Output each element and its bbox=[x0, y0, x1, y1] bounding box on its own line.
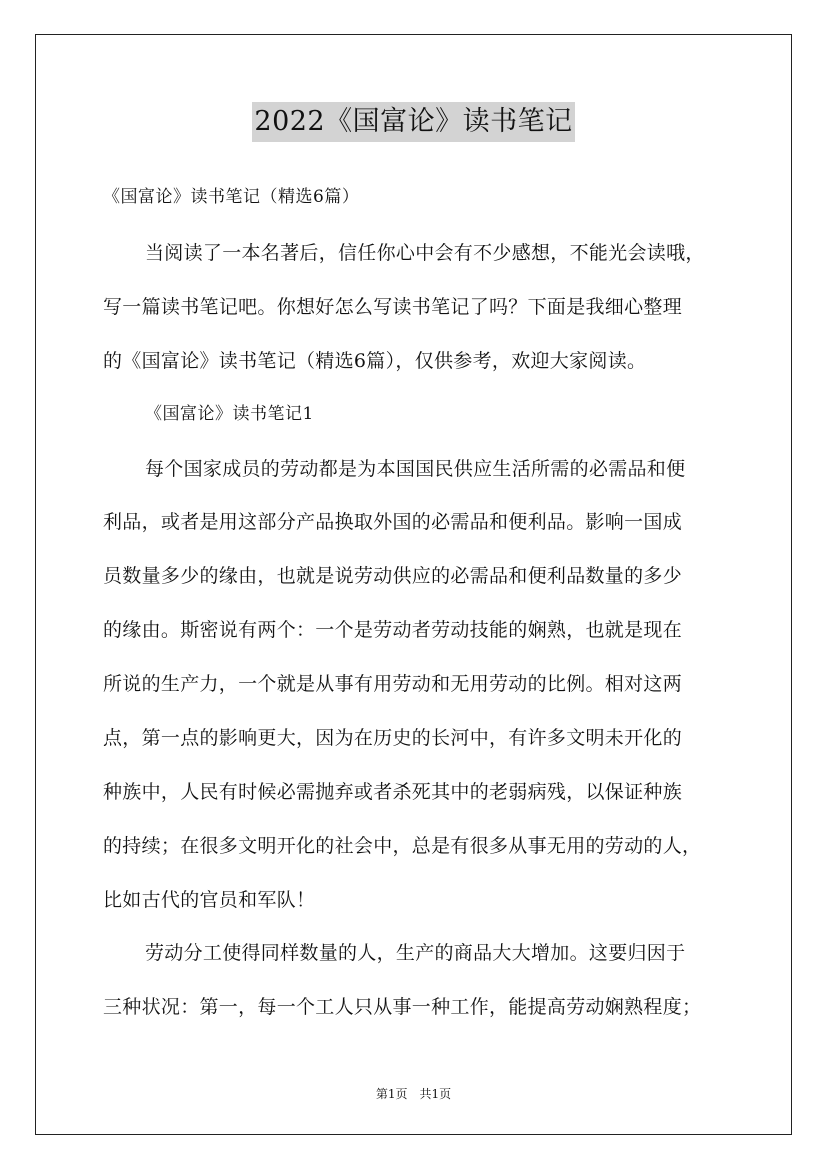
paragraph-line: 的《国富论》读书笔记（精选6篇），仅供参考，欢迎大家阅读。 bbox=[103, 350, 647, 372]
document-title: 2022《国富论》读书笔记 bbox=[252, 102, 574, 142]
subtitle-line: 《国富论》读书笔记（精选6篇） bbox=[103, 187, 360, 207]
paragraph-line: 写一篇读书笔记吧。你想好怎么写读书笔记了吗？下面是我细心整理 bbox=[103, 296, 683, 318]
paragraph-line: 利品，或者是用这部分产品换取外国的必需品和便利品。影响一国成 bbox=[103, 511, 683, 533]
paragraph-line: 所说的生产力，一个就是从事有用劳动和无用劳动的比例。相对这两 bbox=[103, 673, 683, 695]
paragraph-line: 员数量多少的缘由，也就是说劳动供应的必需品和便利品数量的多少 bbox=[103, 565, 683, 587]
paragraph-line: 的缘由。斯密说有两个：一个是劳动者劳动技能的娴熟，也就是现在 bbox=[103, 619, 683, 641]
paragraph-line: 劳动分工使得同样数量的人，生产的商品大大增加。这要归因于 bbox=[145, 942, 686, 964]
paragraph-line: 的持续；在很多文明开化的社会中，总是有很多从事无用的劳动的人， bbox=[103, 835, 702, 857]
paragraph-line: 比如古代的官员和军队！ bbox=[103, 889, 316, 911]
section-heading: 《国富论》读书笔记1 bbox=[145, 404, 314, 424]
paragraph-line: 点，第一点的影响更大，因为在历史的长河中，有许多文明未开化的 bbox=[103, 727, 683, 749]
paragraph-line: 当阅读了一本名著后，信任你心中会有不少感想，不能光会读哦， bbox=[145, 242, 705, 264]
title-container bbox=[0, 102, 827, 142]
paragraph-line: 三种状况：第一，每一个工人只从事一种工作，能提高劳动娴熟程度； bbox=[103, 996, 702, 1018]
page-number: 第1页 共1页 bbox=[375, 1087, 452, 1101]
paragraph-line: 种族中，人民有时候必需抛弃或者杀死其中的老弱病残，以保证种族 bbox=[103, 781, 683, 803]
paragraph-line: 每个国家成员的劳动都是为本国国民供应生活所需的必需品和便 bbox=[145, 458, 686, 480]
